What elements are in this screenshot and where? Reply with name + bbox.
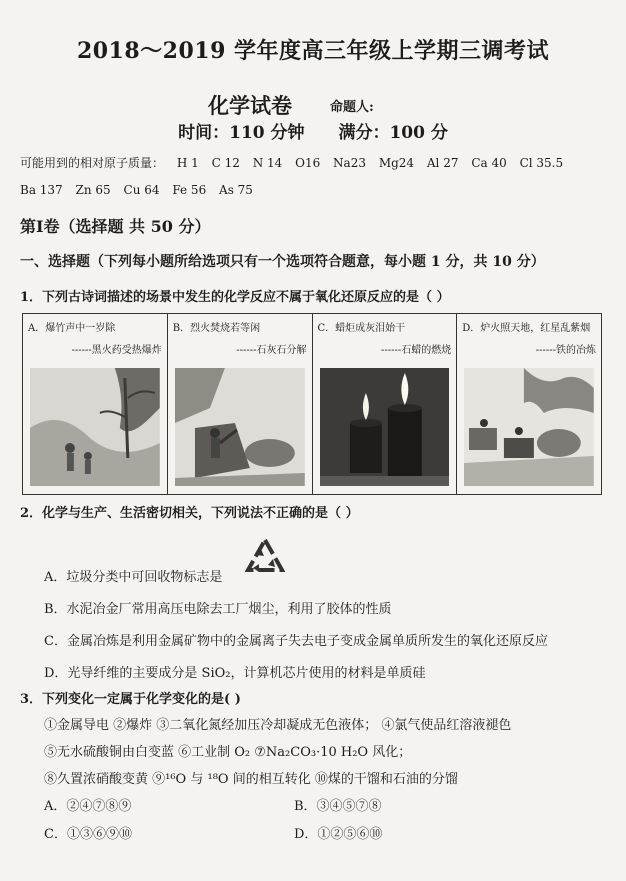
- mass-item: Na23: [333, 156, 366, 170]
- cell-d-text: D．炉火照天地，红星乱紫烟: [462, 323, 591, 334]
- mass-item: As 75: [219, 183, 253, 197]
- author-label: 命题人:: [330, 100, 374, 115]
- mass-item: Ba 137: [20, 183, 63, 197]
- cell-a-text: A．爆竹声中一岁除: [28, 323, 116, 334]
- mass-item: N 14: [252, 156, 283, 170]
- exam-title: 2018～2019 学年度高三年级上学期三调考试: [76, 38, 550, 64]
- question-3-items-line-3: ⑧久置浓硝酸变黄 ⑨¹⁶O 与 ¹⁸O 间的相互转化 ⑩煤的干馏和石油的分馏: [44, 772, 458, 787]
- question-3-option-d: D．①②⑤⑥⑩: [294, 827, 383, 842]
- cell-c-sub: ------石蜡的燃烧: [380, 345, 452, 356]
- question-2-stem: 2．化学与生产、生活密切相关，下列说法不正确的是（ ）: [20, 506, 359, 521]
- mass-item: Ca 40: [471, 156, 507, 170]
- option-b-cell: [168, 314, 313, 494]
- limestone-kiln-image: [175, 368, 305, 486]
- question-1-stem: 1．下列古诗词描述的场景中发生的化学反应不属于氧化还原反应的是（ ）: [20, 290, 450, 305]
- mass-item: O16: [295, 156, 321, 170]
- masses-line-2: [20, 177, 620, 204]
- question-3-option-b: B．③④⑤⑦⑧: [294, 799, 382, 814]
- mass-item: Cu 64: [123, 183, 160, 197]
- atomic-masses: [20, 150, 620, 204]
- score-text: 满分：100 分: [338, 123, 448, 143]
- mass-item: C 12: [211, 156, 240, 170]
- masses-label: 可能用到的相对原子质量：: [20, 156, 165, 170]
- cell-d-sub: ------铁的冶炼: [535, 345, 596, 356]
- option-c-cell: [313, 314, 458, 494]
- cell-c-text: C．蜡炬成灰泪始干: [317, 323, 406, 334]
- iron-smelting-image: [464, 368, 594, 486]
- exam-subtitle: 化学试卷: [208, 93, 292, 118]
- option-d-cell: [457, 314, 601, 494]
- mass-item: H 1: [176, 156, 199, 170]
- time-score-line: [0, 118, 626, 143]
- candles-image: [320, 368, 450, 486]
- question-3-stem: 3．下列变化一定属于化学变化的是( ): [20, 692, 241, 707]
- question-2-option-d: D．光导纤维的主要成分是 SiO₂，计算机芯片使用的材料是单质硅: [44, 666, 426, 681]
- recycle-icon: [245, 537, 285, 575]
- cell-b-sub: ------石灰石分解: [236, 345, 307, 356]
- time-text: 时间：110 分钟: [178, 123, 305, 143]
- cell-b-text: B．烈火焚烧若等闲: [172, 323, 261, 334]
- option-a-cell: [23, 314, 168, 494]
- firecracker-landscape-image: [30, 368, 160, 486]
- mass-item: Cl 35.5: [519, 156, 564, 170]
- question-2-option-a: A．垃圾分类中可回收物标志是: [44, 570, 223, 585]
- question-3-items-line-2: ⑤无水硫酸铜由白变蓝 ⑥工业制 O₂ ⑦Na₂CO₃·10 H₂O 风化；: [44, 745, 412, 760]
- cell-a-sub: ------黑火药受热爆炸: [71, 345, 162, 356]
- question-2-option-c: C．金属冶炼是利用金属矿物中的金属离子失去电子变成金属单质所发生的氧化还原反应: [44, 634, 548, 649]
- part-heading: 第Ⅰ卷（选择题 共 50 分）: [20, 217, 211, 236]
- question-3-items-line-1: ①金属导电 ②爆炸 ③二氧化氮经加压冷却凝成无色液体； ④氯气使品红溶液褪色: [44, 718, 512, 733]
- mass-item: Zn 65: [75, 183, 111, 197]
- masses-line-1: [20, 150, 620, 177]
- section-heading: 一、选择题（下列每小题所给选项只有一个选项符合题意，每小题 1 分，共 10 分）: [20, 254, 545, 270]
- question-3-option-c: C．①③⑥⑨⑩: [44, 827, 132, 842]
- mass-item: Al 27: [426, 156, 459, 170]
- mass-item: Fe 56: [172, 183, 207, 197]
- mass-item: Mg24: [378, 156, 415, 170]
- question-3-option-a: A．②④⑦⑧⑨: [44, 799, 132, 814]
- question-2-option-b: B．水泥冶金厂常用高压电除去工厂烟尘，利用了胶体的性质: [44, 602, 392, 617]
- question-1-table: [22, 313, 602, 495]
